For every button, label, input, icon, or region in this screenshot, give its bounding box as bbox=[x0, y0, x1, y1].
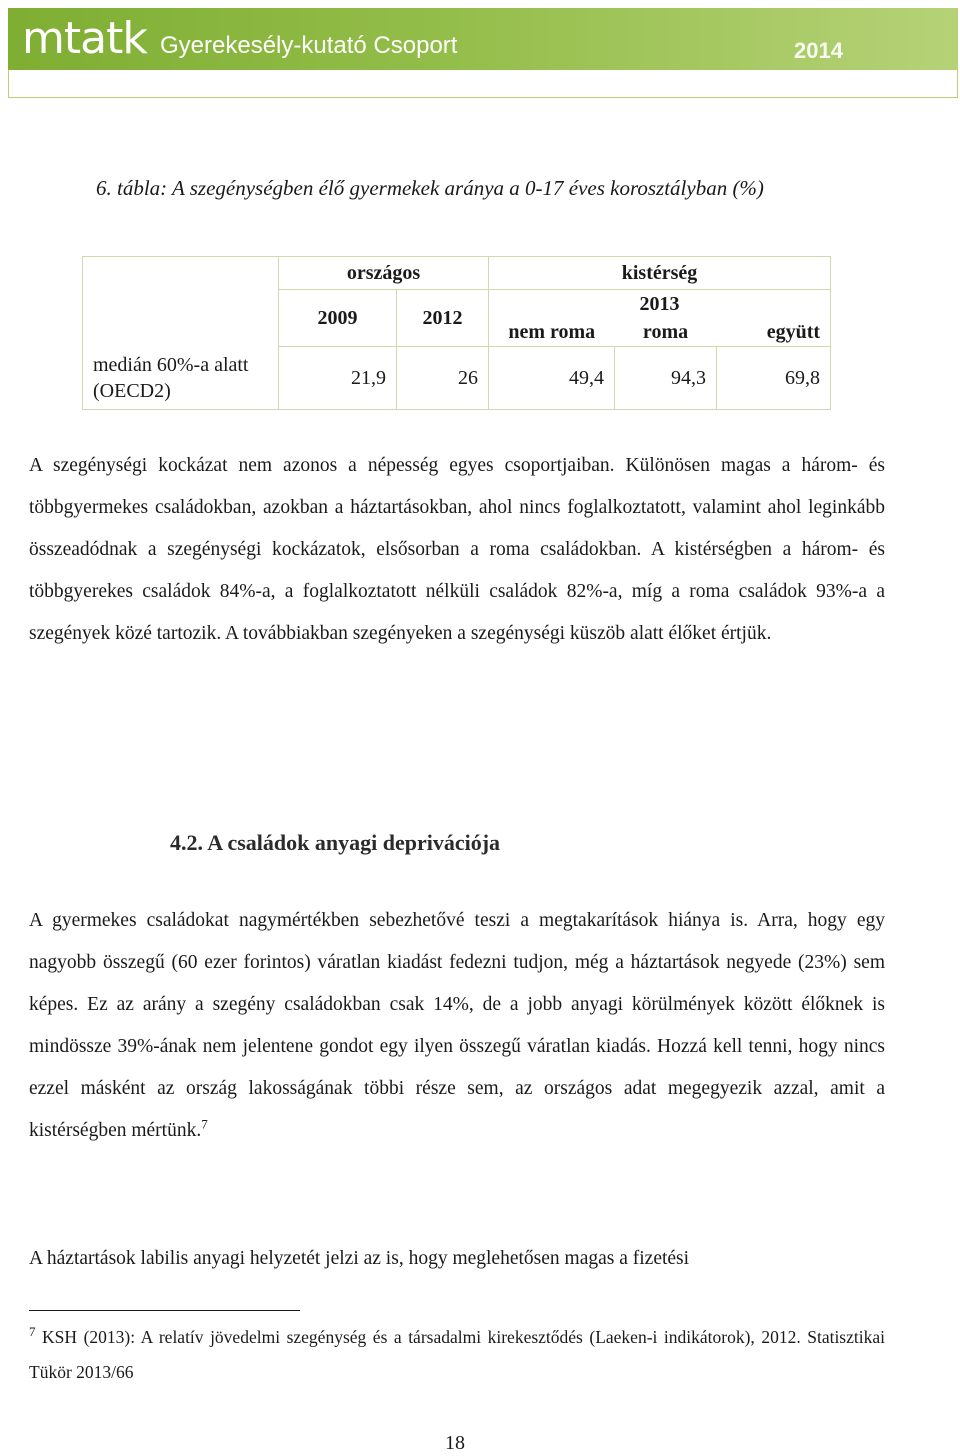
value-non-roma: 49,4 bbox=[489, 347, 615, 410]
paragraph-deprivation-text: A gyermekes családokat nagymértékben sebezhetővé teszi a megtakarítások hiánya is. Arra, hogy egy nagyobb összegű (60 ezer forintos) váratlan kiadást fedezni tudjon, még a háztartások negyede (23%) sem képes. Ez az arány a szegény családokban csak 14%, de a jobb anyagi körülmények között élőknek is mindössze 39%-ának nem jelentene gondot egy ilyen összegű váratlan kiadás. Hozzá kell tenni, hogy nincs ezzel másként az ország lakosságának többi része sem, az országos adat megegyezik azzal, amit a kistérségben mértünk. bbox=[29, 910, 885, 1141]
page-number: 18 bbox=[445, 1432, 465, 1454]
table-row bbox=[83, 347, 831, 410]
value-roma: 94,3 bbox=[615, 347, 717, 410]
header-total: együtt bbox=[717, 319, 831, 347]
group-name: Gyerekesély-kutató Csoport bbox=[160, 32, 458, 59]
header-year-2013: 2013 bbox=[489, 290, 831, 319]
section-heading: 4.2. A családok anyagi deprivációja bbox=[170, 830, 501, 855]
footnote-reference[interactable]: 7 bbox=[201, 1116, 208, 1132]
table-corner-cell bbox=[83, 257, 279, 347]
row-label: medián 60%-a alatt (OECD2) bbox=[83, 347, 279, 410]
footnote-marker: 7 bbox=[29, 1324, 36, 1340]
paragraph-household: A háztartások labilis anyagi helyzetét jelzi az is, hogy meglehetősen magas a fizetési bbox=[29, 1248, 690, 1269]
poverty-table bbox=[82, 256, 831, 410]
header-roma: roma bbox=[615, 319, 717, 347]
paragraph-deprivation bbox=[29, 900, 885, 1152]
paragraph-poverty-risk: A szegénységi kockázat nem azonos a népesség egyes csoportjaiban. Különösen magas a három- és többgyermekes családokban, azokban a háztartásokban, ahol nincs foglalkoztatott, valamint ahol leginkább összeadódnak a szegénységi kockázatok, elsősorban a roma családokban. A kistérségben a három- és többgyerekes családok 84%-a, a foglalkoztatott nélküli családok 82%-a, míg a roma családok 93%-a a szegények közé tartozik. A továbbiakban szegényeken a szegénységi küszöb alatt élőket értjük. bbox=[29, 455, 885, 644]
footnote-divider bbox=[29, 1310, 300, 1311]
footnote bbox=[29, 1320, 885, 1390]
header-national: országos bbox=[279, 257, 489, 290]
header-subregion: kistérség bbox=[489, 257, 831, 290]
table-caption: 6. tábla: A szegénységben élő gyermekek aránya a 0-17 éves korosztályban (%) bbox=[96, 176, 764, 200]
header-year-2012: 2012 bbox=[397, 290, 489, 347]
header-year-2009: 2009 bbox=[279, 290, 397, 347]
header-year: 2014 bbox=[794, 38, 843, 63]
value-2009: 21,9 bbox=[279, 347, 397, 410]
footnote-text: KSH (2013): A relatív jövedelmi szegénység és a társadalmi kirekesztődés (Laeken-i indikátorok), 2012. Statisztikai Tükör 2013/66 bbox=[29, 1327, 885, 1382]
value-total: 69,8 bbox=[717, 347, 831, 410]
logo: mtatk bbox=[22, 13, 147, 64]
value-2012: 26 bbox=[397, 347, 489, 410]
header-non-roma: nem roma bbox=[489, 319, 615, 347]
